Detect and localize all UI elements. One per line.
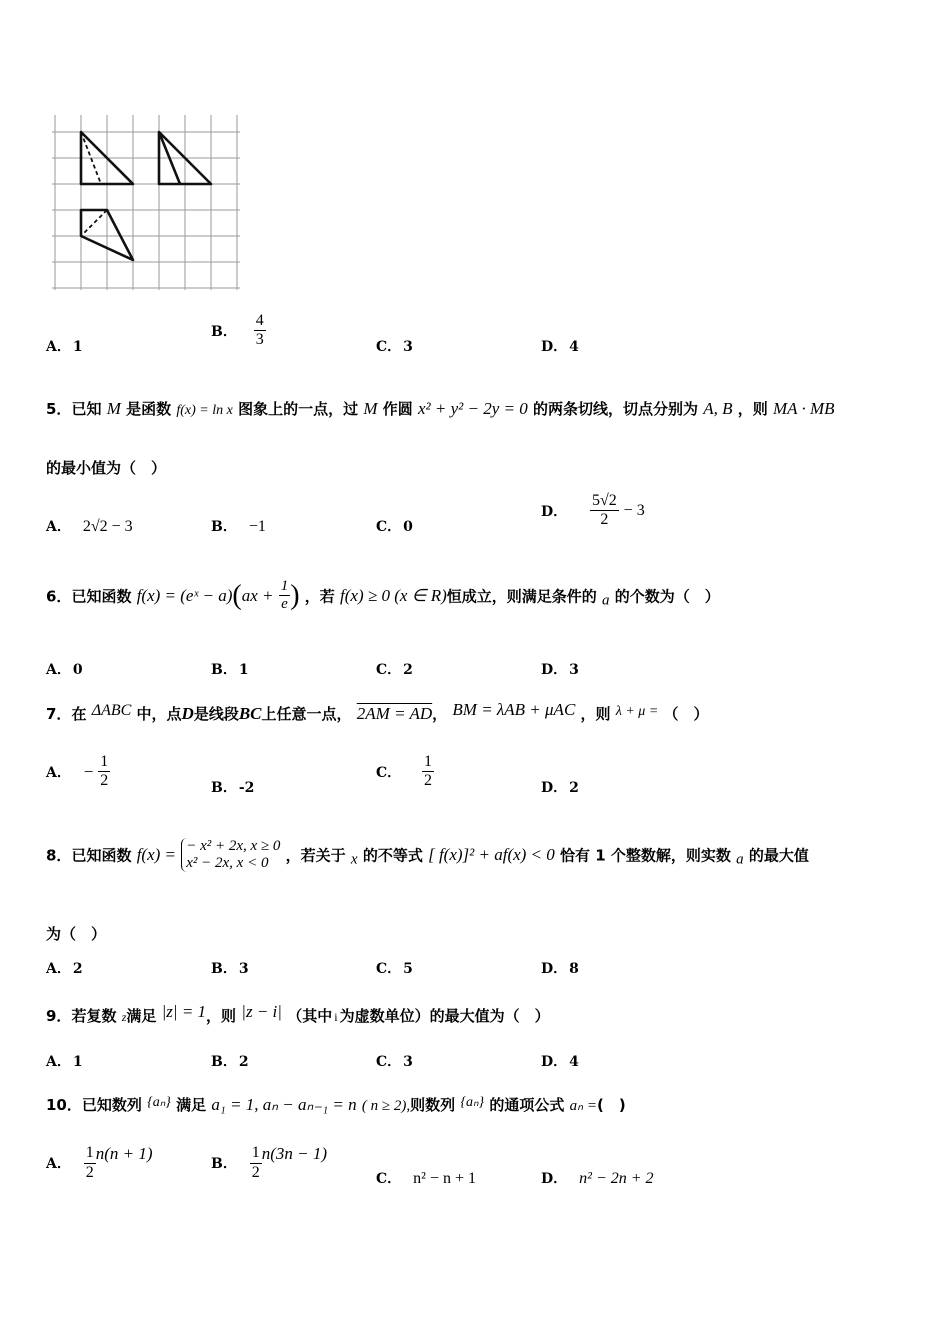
q9-option-a[interactable]: A． 1 xyxy=(46,1054,83,1070)
q8-option-a[interactable]: A． 2 xyxy=(46,961,83,977)
q5-stem: 5．已知 M 是函数 f(x) = ln x 图象上的一点，过 M 作圆 x² + y² − 2y = 0 的两条切线，切点分别为 A, B ，则 MA · MB xyxy=(46,399,835,418)
q6-fraction: $\frac{1}{e}$ xyxy=(280,578,289,613)
q4-option-b[interactable]: B． $\frac{4}{3}$ xyxy=(211,312,264,349)
q6-paren-right: ) xyxy=(290,579,300,611)
q8-stem: 8．已知函数 f(x) = − x² + 2x, x ≥ 0 x² − 2x, x < 0 ，若关于 x 的不等式 [ f(x)]² + af(x) < 0 恰有 1 个整数解，则实数 a 的最大值 xyxy=(46,838,809,871)
q10-option-b-fraction: $\frac{1}{2}$ xyxy=(251,1144,260,1181)
q7-option-c-fraction: $\frac{1}{2}$ xyxy=(424,753,433,790)
q10-stem: 10．已知数列 {aₙ} 满足 a₁ = 1, aₙ − aₙ₋₁ = n ( n ≥ 2),则数列 {aₙ} 的通项公式 aₙ =( ) xyxy=(46,1095,626,1114)
q5-option-d[interactable]: D． $\frac{5√2}{2}$ − 3 xyxy=(541,492,645,529)
q6-option-a[interactable]: A． 0 xyxy=(46,662,83,678)
q5-option-c[interactable]: C． 0 xyxy=(376,519,413,535)
q7-option-a-fraction: $\frac{1}{2}$ xyxy=(100,753,109,790)
q9-option-b[interactable]: B． 2 xyxy=(211,1054,249,1070)
q6-option-b[interactable]: B． 1 xyxy=(211,662,249,678)
q7-option-c[interactable]: C． $\frac{1}{2}$ xyxy=(376,753,433,790)
q5-option-d-fraction: $\frac{5√2}{2}$ xyxy=(592,492,617,529)
q7-option-d[interactable]: D． 2 xyxy=(541,780,579,796)
q8-option-d[interactable]: D． 8 xyxy=(541,961,579,977)
q4-option-d[interactable]: D． 4 xyxy=(541,339,579,355)
q4-option-b-fraction: $\frac{4}{3}$ xyxy=(255,312,264,349)
q10-option-d[interactable]: D． n² − 2n + 2 xyxy=(541,1170,654,1187)
three-view-figure xyxy=(50,110,245,295)
q10-option-a-fraction: $\frac{1}{2}$ xyxy=(85,1144,94,1181)
q7-option-a[interactable]: A． − $\frac{1}{2}$ xyxy=(46,753,109,790)
q9-stem: 9．若复数 z满足 |z| = 1，则 |z − i| （其中 i 为虚数单位）的最大值为（ ） xyxy=(46,1002,550,1025)
q10-option-a[interactable]: A． $\frac{1}{2}$ n(n + 1) xyxy=(46,1144,153,1181)
q6-paren-left: ( xyxy=(232,579,242,611)
q5-stem-line2: 的最小值为（ ） xyxy=(46,459,167,477)
q6-stem: 6．已知函数 f(x) = (eˣ − a)(ax + $\frac{1}{e}$ ) ，若 f(x) ≥ 0 (x ∈ R)恒成立，则满足条件的 a 的个数为（ ） xyxy=(46,578,720,613)
q8-piecewise: − x² + 2x, x ≥ 0 x² − 2x, x < 0 xyxy=(181,838,280,872)
q6-option-d[interactable]: D． 3 xyxy=(541,662,579,678)
q6-option-c[interactable]: C． 2 xyxy=(376,662,413,678)
q8-option-c[interactable]: C． 5 xyxy=(376,961,413,977)
q4-option-a[interactable]: A． 1 xyxy=(46,339,83,355)
q10-option-c[interactable]: C． n² − n + 1 xyxy=(376,1170,476,1187)
q10-option-b[interactable]: B． $\frac{1}{2}$ n(3n − 1) xyxy=(211,1144,328,1181)
q7-option-b[interactable]: B． -2 xyxy=(211,780,255,796)
q4-option-c[interactable]: C． 3 xyxy=(376,339,413,355)
q9-option-d[interactable]: D． 4 xyxy=(541,1054,579,1070)
q5-option-a[interactable]: A． 2√2 − 3 xyxy=(46,518,133,535)
q9-option-c[interactable]: C． 3 xyxy=(376,1054,413,1070)
q8-option-b[interactable]: B． 3 xyxy=(211,961,249,977)
q5-option-b[interactable]: B． −1 xyxy=(211,518,266,535)
q7-stem: 7．在 ΔABC 中，点D是线段BC上任意一点， 2AM = AD， BM = λAB + μAC ，则 λ + μ = （ ） xyxy=(46,700,709,723)
q8-stem-line2: 为（ ） xyxy=(46,925,107,943)
